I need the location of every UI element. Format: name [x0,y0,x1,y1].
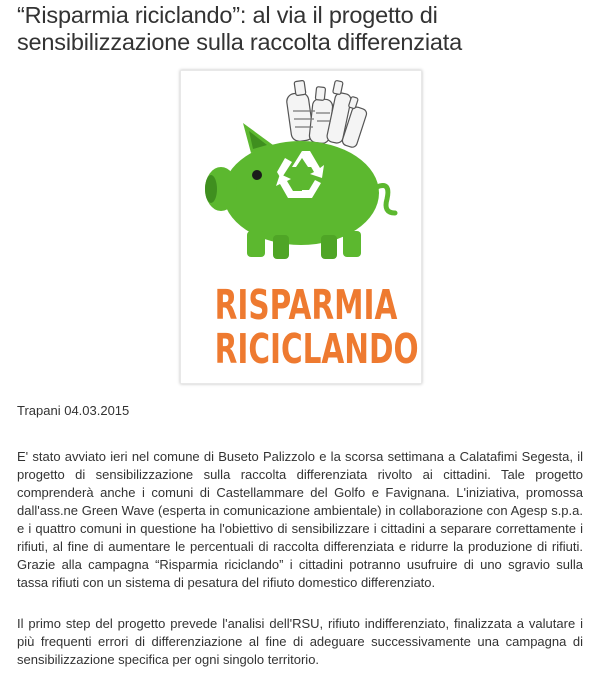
campaign-logo [180,70,422,384]
logo-line-2: RICICLANDO [214,325,419,373]
piggy-bank-recycle-icon [181,71,421,281]
article-dateline: Trapani 04.03.2015 [17,403,130,418]
bottles-illustration [286,80,368,148]
article-title: “Risparmia riciclando”: al via il progetto di sensibilizzazione sulla raccolta differenziata [17,2,462,55]
article-paragraph-1: E' stato avviato ieri nel comune di Buseto Palizzolo e la scorsa settimana a Calatafimi Segesta, il progetto di sensibilizzazione sulla raccolta differenziata rivolto ai cittadini. Tale progetto comprenderà anche i comuni di Castellammare del Golfo e Favignana. L'iniziativa, promossa dall'ass.ne Green Wave (esperta in comunicazione ambientale) in collaborazione con Agesp s.p.a. e i quattro comuni in questione ha l'obiettivo di sensibilizzare i cittadini a separare correttamente i rifiuti, al fine di aumentare le percentuali di raccolta differenziata e ridurre la produzione di rifiuti. Grazie alla campagna “Risparmia riciclando” i cittadini potranno usufruire di uno sgravio sulla tassa rifiuti con un sistema di pesatura del rifiuto domestico differenziato. [17,449,583,590]
article-paragraph-2: Il primo step del progetto prevede l'analisi dell'RSU, rifiuto indifferenziato, finalizzata a valutare i più frequenti errori di differenziazione al fine di adeguare successivamente una campagna di sensibilizzazione specifica per ogni singolo territorio. [17,616,583,667]
logo-line-1: RISPARMIA [214,281,398,329]
